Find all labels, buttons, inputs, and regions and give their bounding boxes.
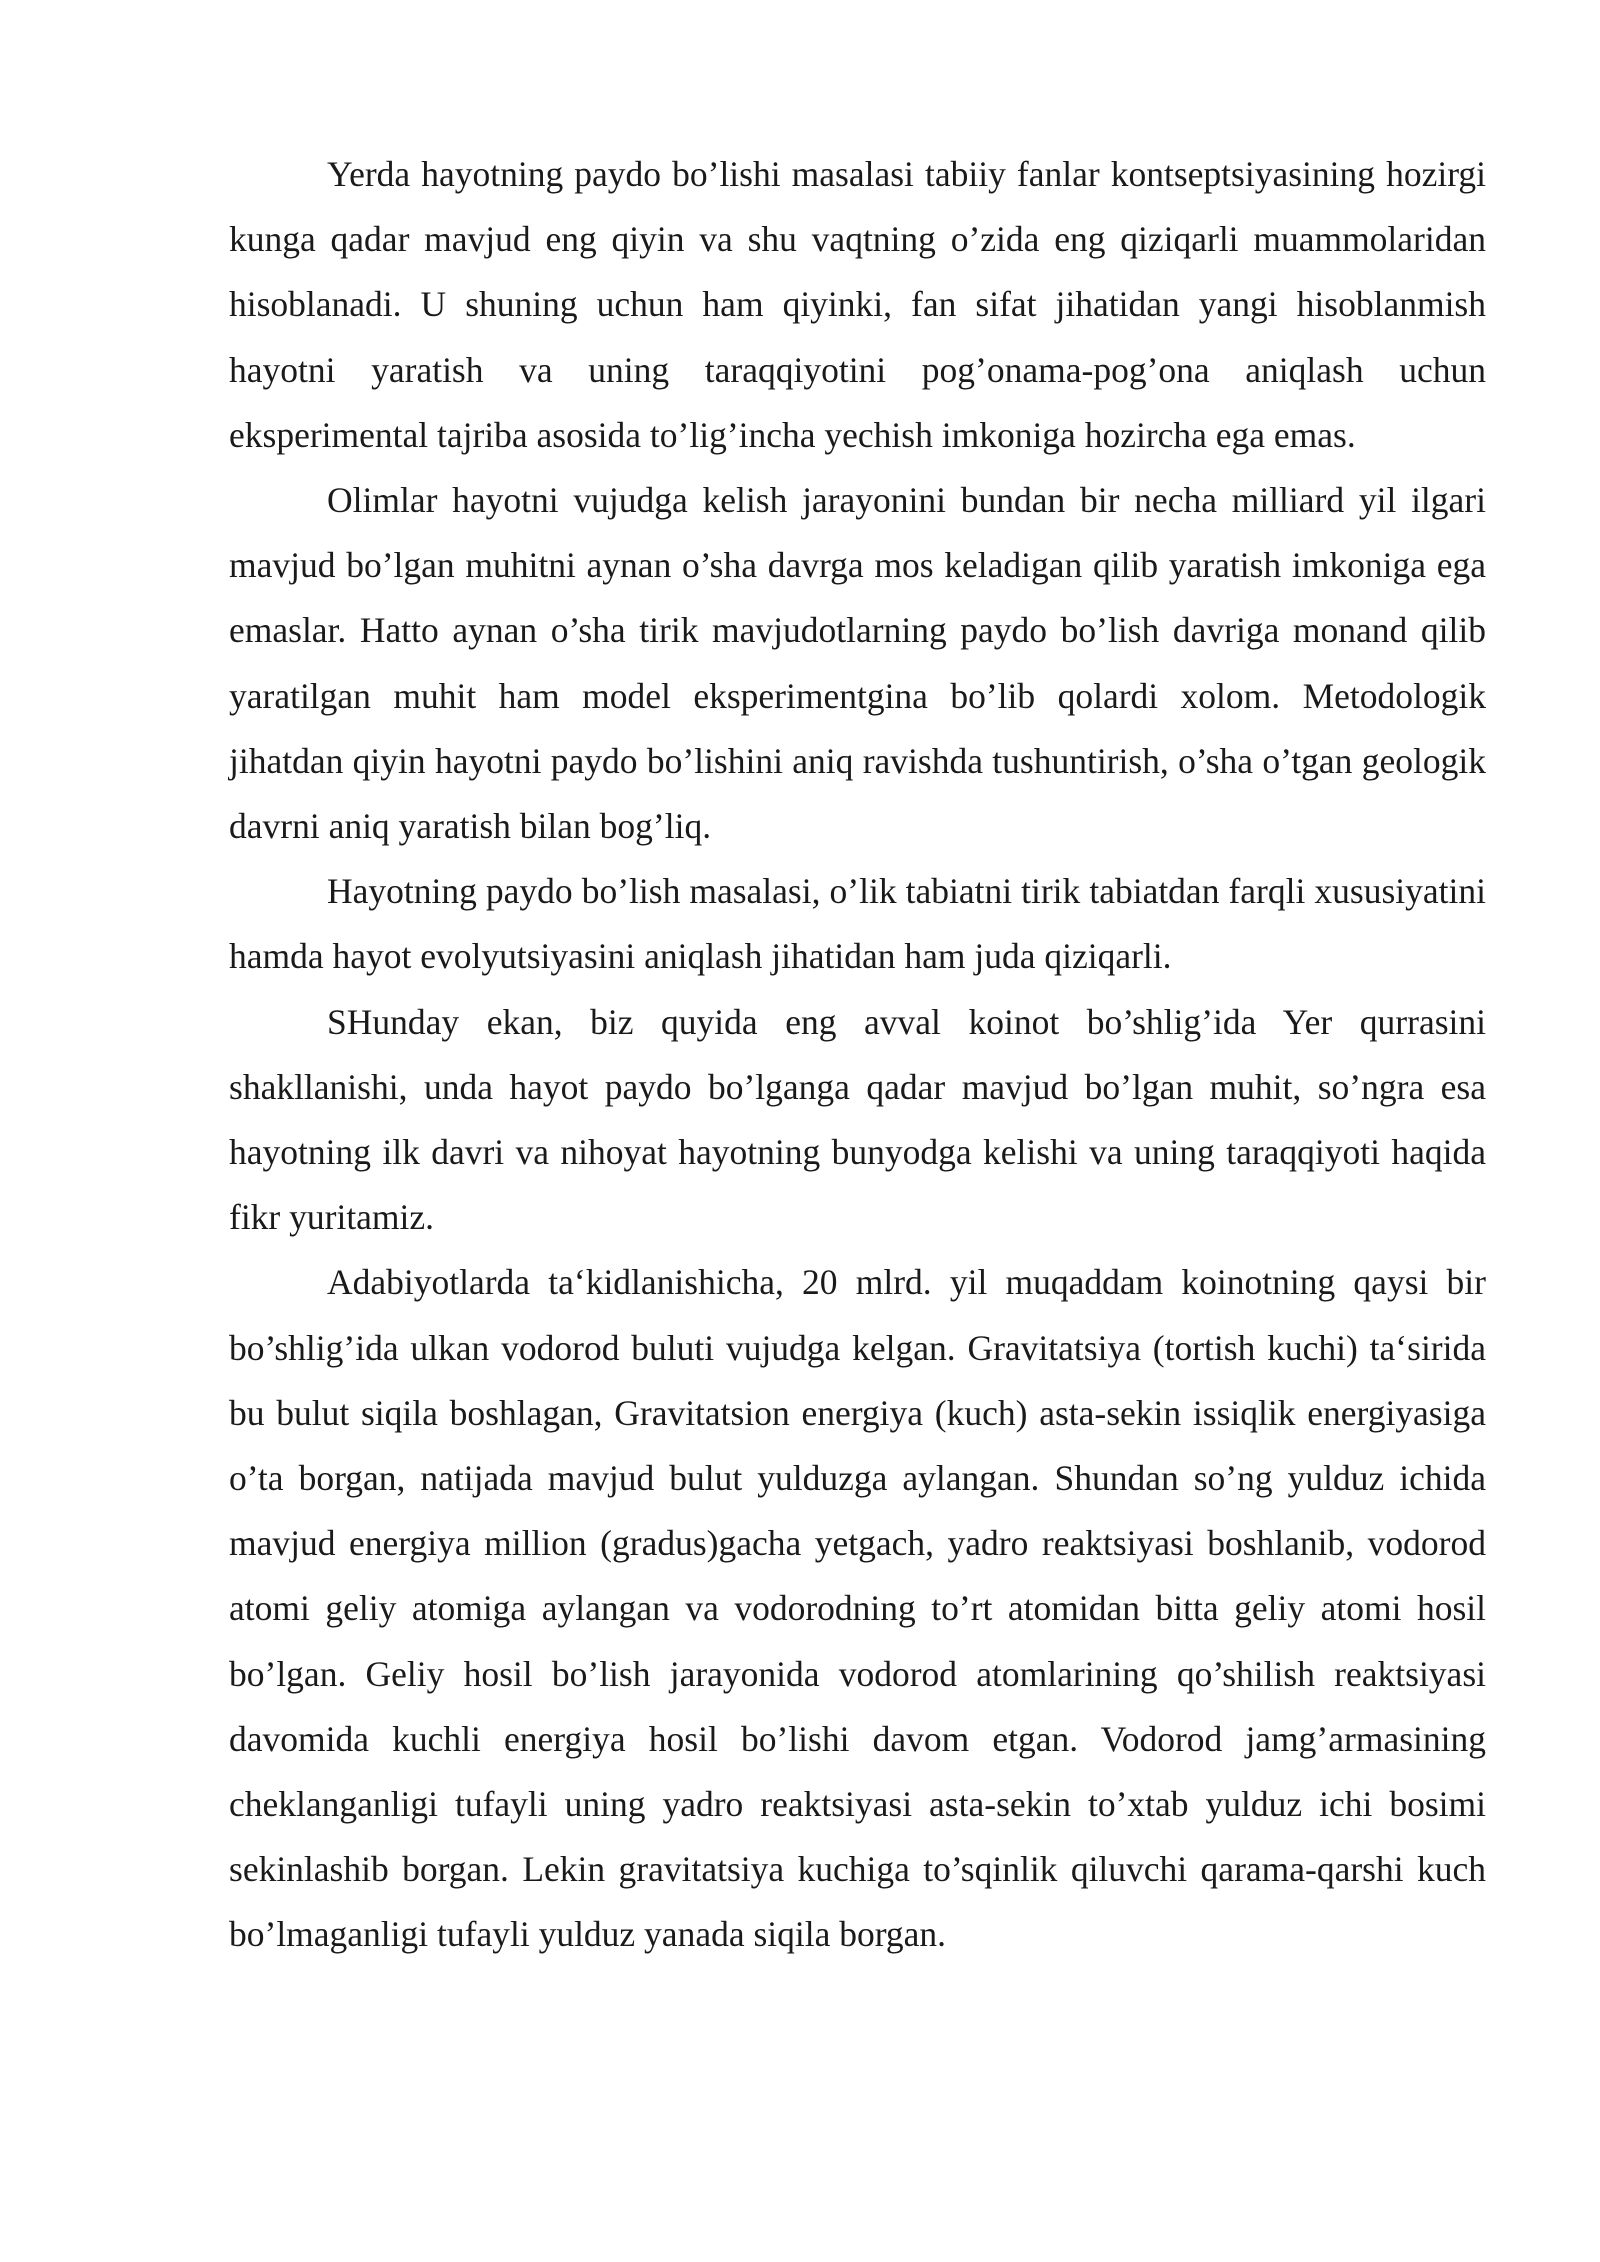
- document-body: [229, 142, 1486, 1968]
- paragraph-3: Hayotning paydo bo’lish masalasi, o’lik tabiatni tirik tabiatdan farqli xususiyatini hamda hayot evolyutsiyasini aniqlash jihatidan ham juda qiziqarli.: [229, 871, 1486, 977]
- paragraph-2: Olimlar hayotni vujudga kelish jarayonini bundan bir necha milliard yil ilgari mavjud bo’lgan muhitni aynan o’sha davrga mos keladigan qilib yaratish imkoniga ega emaslar. Hatto aynan o’sha tirik mavjudotlarning paydo bo’lish davriga monand qilib yaratilgan muhit ham model eksperimentgina bo’lib qolardi xolom. Metodologik jihatdan qiyin hayotni paydo bo’lishini aniq ravishda tushuntirish, o’sha o’tgan geologik davrni aniq yaratish bilan bog’liq.: [229, 480, 1486, 847]
- paragraph-1: Yerda hayotning paydo bo’lishi masalasi tabiiy fanlar kontseptsiyasining hozirgi kunga qadar mavjud eng qiyin va shu vaqtning o’zida eng qiziqarli muammolaridan hisoblanadi. U shuning uchun ham qiyinki, fan sifat jihatidan yangi hisoblanmish hayotni yaratish va uning taraqqiyotini pog’onama-pog’ona aniqlash uchun eksperimental tajriba asosida to’lig’incha yechish imkoniga hozircha ega emas.: [229, 154, 1486, 455]
- paragraph-4: SHunday ekan, biz quyida eng avval koinot bo’shlig’ida Yer qurrasini shakllanishi, unda hayot paydo bo’lganga qadar mavjud bo’lgan muhit, so’ngra esa hayotning ilk davri va nihoyat hayotning bunyodga kelishi va uning taraqqiyoti haqida fikr yuritamiz.: [229, 1001, 1486, 1238]
- paragraph-5: Adabiyotlarda ta‘kidlanishicha, 20 mlrd. yil muqaddam koinotning qaysi bir bo’shlig’ida ulkan vodorod buluti vujudga kelgan. Gravitatsiya (tortish kuchi) ta‘sirida bu bulut siqila boshlagan, Gravitatsion energiya (kuch) asta-sekin issiqlik energiyasiga o’ta borgan, natijada mavjud bulut yulduzga aylangan. Shundan so’ng yulduz ichida mavjud energiya million (gradus)gacha yetgach, yadro reaktsiyasi boshlanib, vodorod atomi geliy atomiga aylangan va vodorodning to’rt atomidan bitta geliy atomi hosil bo’lgan. Geliy hosil bo’lish jarayonida vodorod atomlarining qo’shilish reaktsiyasi davomida kuchli energiya hosil bo’lishi davom etgan. Vodorod jamg’armasining cheklanganligi tufayli uning yadro reaktsiyasi asta-sekin to’xtab yulduz ichi bosimi sekinlashib borgan. Lekin gravitatsiya kuchiga to’sqinlik qiluvchi qarama-qarshi kuch bo’lmaganligi tufayli yulduz yanada siqila borgan.: [229, 1262, 1486, 1955]
